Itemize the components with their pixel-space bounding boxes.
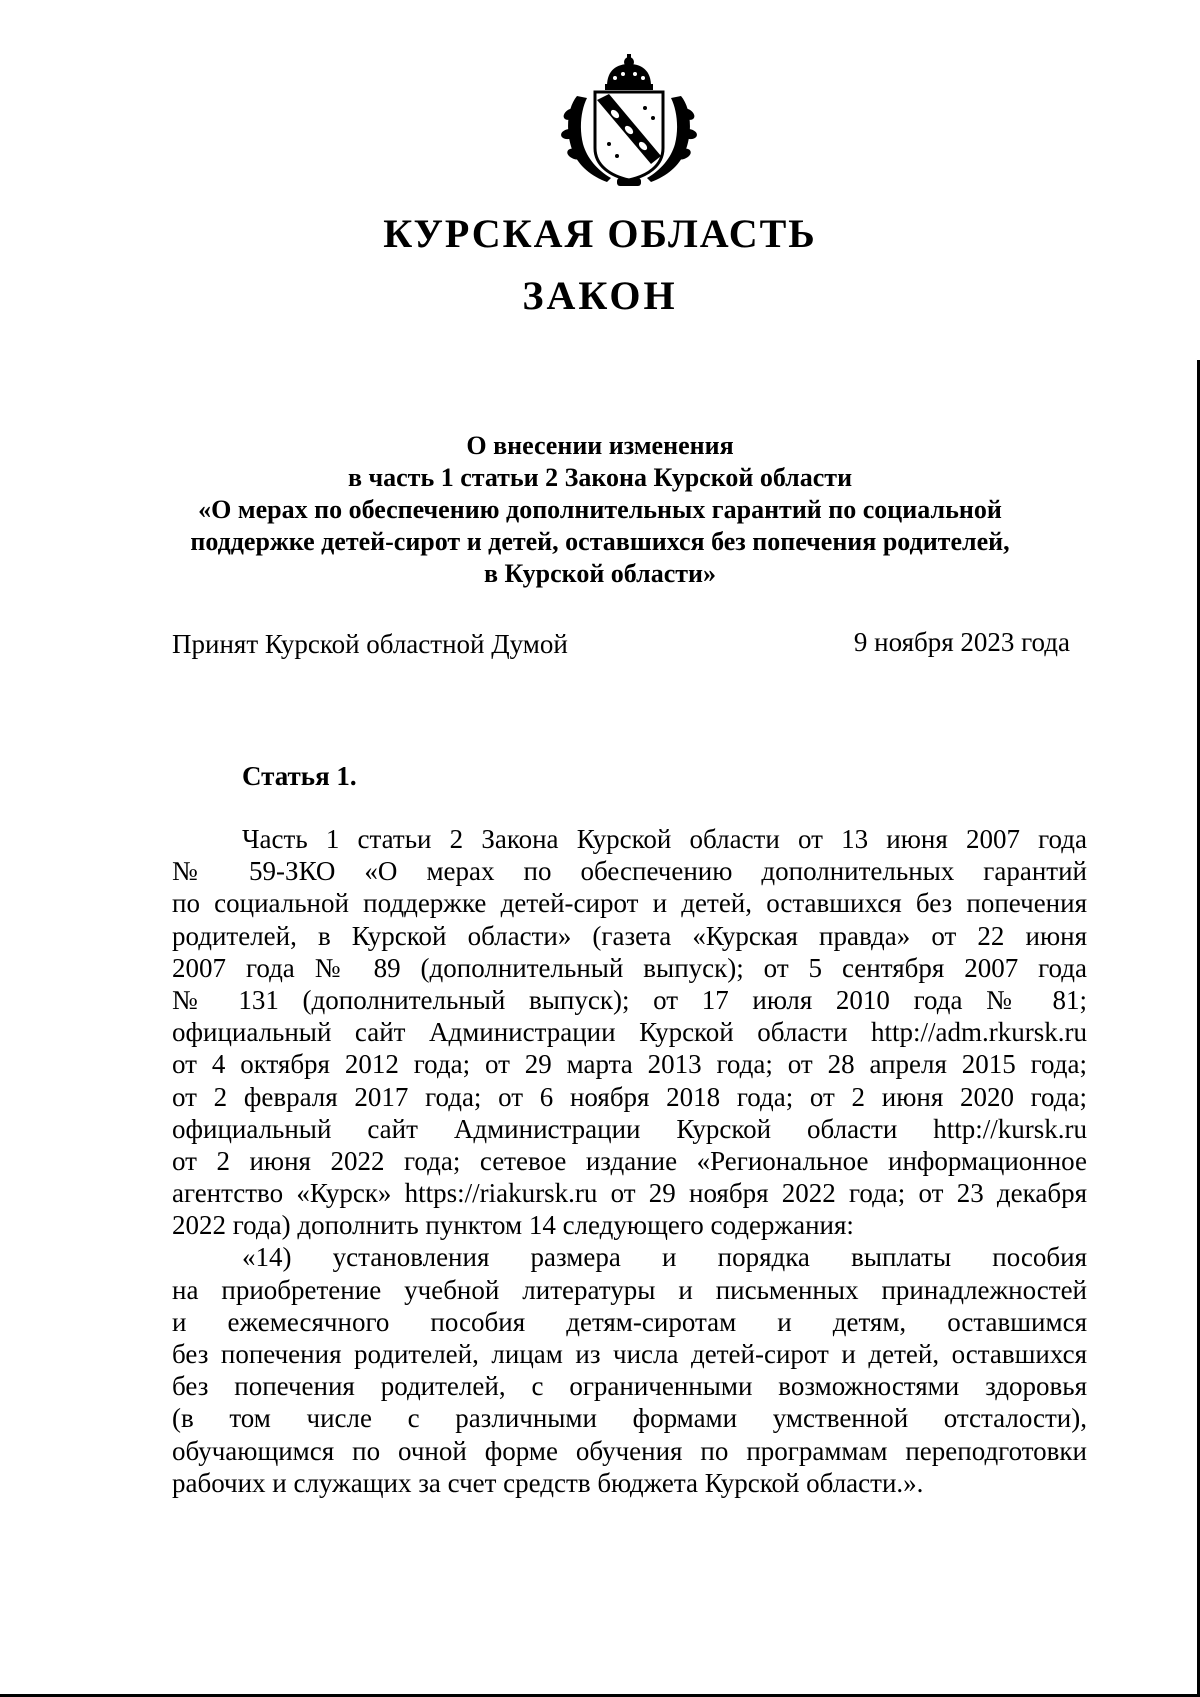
body-line: от 2 февраля 2017 года; от 6 ноября 2018 года; от 2 июня 2020 года; xyxy=(172,1081,1087,1112)
body-line: от 4 октября 2012 года; от 29 марта 2013 года; от 28 апреля 2015 года; xyxy=(172,1049,1087,1080)
body-line: № 131 (дополнительный выпуск); от 17 июля 2010 года № 81; xyxy=(172,984,1087,1015)
body-line: «14) установления размера и порядка выплаты пособия xyxy=(242,1242,1087,1273)
article-body xyxy=(172,823,1087,1499)
body-line: 2007 года № 89 (дополнительный выпуск); от 5 сентября 2007 года xyxy=(172,952,1087,983)
body-line: рабочих и служащих за счет средств бюджета Курской области.». xyxy=(172,1467,924,1498)
body-line: Часть 1 статьи 2 Закона Курской области от 13 июня 2007 года xyxy=(242,824,1087,854)
body-line: официальный сайт Администрации Курской области http://adm.rkursk.ru xyxy=(172,1017,1087,1048)
law-title-line: «О мерах по обеспечению дополнительных гарантий по социальной xyxy=(198,495,1002,524)
body-line: и ежемесячного пособия детям-сиротам и детям, оставшимся xyxy=(172,1306,1087,1337)
law-title-line: О внесении изменения xyxy=(466,431,734,460)
body-line: 2022 года) дополнить пунктом 14 следующего содержания: xyxy=(172,1210,854,1241)
document-type: ЗАКОН xyxy=(522,273,678,318)
law-title-line: в Курской области» xyxy=(483,559,717,588)
law-title xyxy=(100,430,1100,590)
body-line: без попечения родителей, с ограниченными возможностями здоровья xyxy=(172,1371,1087,1402)
adoption-body: Принят Курской областной Думой xyxy=(172,629,568,659)
body-line: обучающимся по очной форме обучения по программам переподготовки xyxy=(172,1435,1087,1466)
region-title: КУРСКАЯ ОБЛАСТЬ xyxy=(383,211,817,256)
law-title-line: в часть 1 статьи 2 Закона Курской области xyxy=(347,463,853,492)
body-line: агентство «Курск» https://riakursk.ru от 29 ноября 2022 года; от 23 декабря xyxy=(172,1178,1087,1209)
body-line: (в том числе с различными формами умственной отсталости), xyxy=(172,1403,1087,1434)
body-line: № 59-ЗКО «О мерах по обеспечению дополнительных гарантий xyxy=(172,856,1087,887)
article-heading: Статья 1. xyxy=(242,761,357,791)
body-line: родителей, в Курской области» (газета «Курская правда» от 22 июня xyxy=(172,920,1087,951)
law-title-line: поддержке детей-сирот и детей, оставшихся без попечения родителей, xyxy=(190,527,1010,556)
body-line: официальный сайт Администрации Курской области http://kursk.ru xyxy=(172,1113,1087,1144)
body-line: на приобретение учебной литературы и письменных принадлежностей xyxy=(172,1274,1087,1305)
adoption-date: 9 ноября 2023 года xyxy=(853,627,1070,657)
coat-of-arms-icon xyxy=(557,52,701,188)
body-line: без попечения родителей, лицам из числа детей-сирот и детей, оставшихся xyxy=(172,1339,1087,1369)
body-line: по социальной поддержке детей-сирот и детей, оставшихся без попечения xyxy=(172,888,1087,919)
body-line: от 2 июня 2022 года; сетевое издание «Региональное информационное xyxy=(172,1145,1087,1176)
